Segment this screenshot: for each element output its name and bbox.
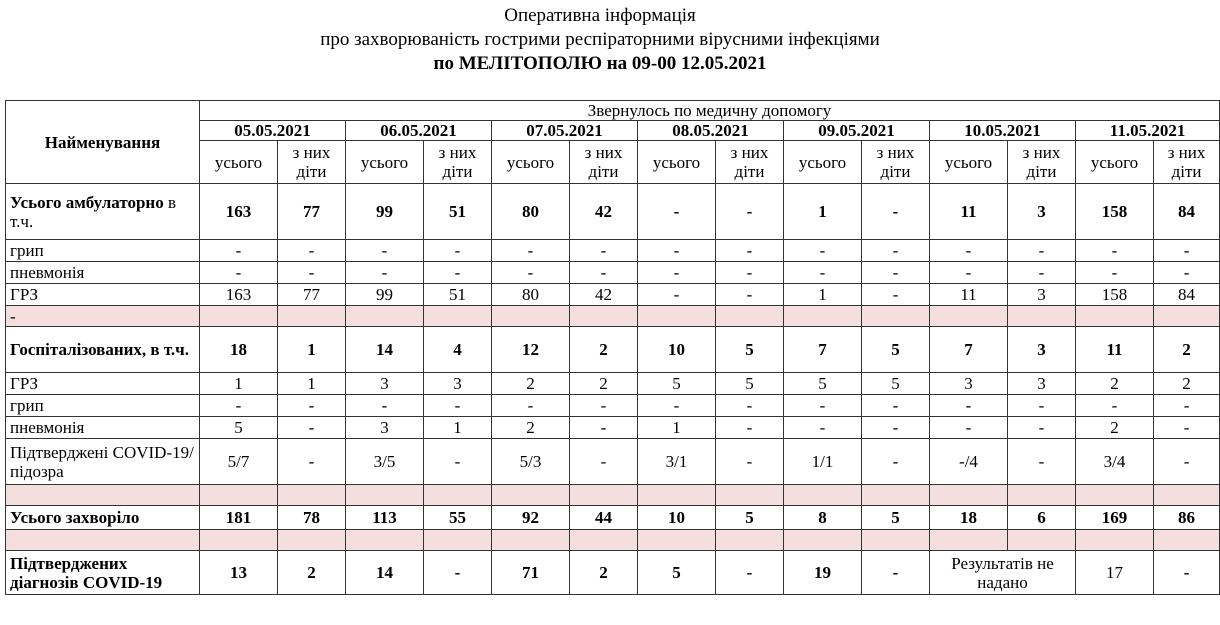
data-cell: 5 xyxy=(716,506,784,530)
spacer-row xyxy=(6,485,1220,506)
date-header: 05.05.2021 xyxy=(200,121,346,141)
spacer-cell xyxy=(1076,530,1154,551)
data-cell: 77 xyxy=(278,184,346,240)
spacer-cell xyxy=(716,530,784,551)
data-cell: 3/4 xyxy=(1076,439,1154,485)
data-cell: 1 xyxy=(784,284,862,306)
data-cell: - xyxy=(278,395,346,417)
spacer-cell xyxy=(862,306,930,327)
spacer-cell xyxy=(784,530,862,551)
data-cell: 3 xyxy=(1008,327,1076,373)
data-cell: 3 xyxy=(930,373,1008,395)
data-cell: 113 xyxy=(346,506,424,530)
data-cell: 158 xyxy=(1076,284,1154,306)
spacer-cell xyxy=(278,530,346,551)
data-cell: 14 xyxy=(346,327,424,373)
data-cell: - xyxy=(200,262,278,284)
data-cell: 18 xyxy=(200,327,278,373)
data-cell: - xyxy=(784,262,862,284)
table-row xyxy=(6,551,1220,595)
data-cell: 3 xyxy=(1008,184,1076,240)
data-cell: 13 xyxy=(200,551,278,595)
table-row xyxy=(6,240,1220,262)
spacer-cell xyxy=(1008,530,1076,551)
table-row xyxy=(6,327,1220,373)
data-cell: - xyxy=(862,417,930,439)
data-cell: 181 xyxy=(200,506,278,530)
data-cell: 1/1 xyxy=(784,439,862,485)
data-cell: - xyxy=(1076,262,1154,284)
spacer-label: - xyxy=(6,306,200,327)
data-cell: 80 xyxy=(492,184,570,240)
data-cell: - xyxy=(862,551,930,595)
data-cell: 17 xyxy=(1076,551,1154,595)
data-cell: - xyxy=(1154,240,1220,262)
data-cell: - xyxy=(200,240,278,262)
spacer-cell xyxy=(1154,530,1220,551)
data-cell: 12 xyxy=(492,327,570,373)
data-cell: - xyxy=(424,395,492,417)
table-row xyxy=(6,417,1220,439)
table-row xyxy=(6,439,1220,485)
name-column-header: Найменування xyxy=(6,101,200,184)
data-cell: - xyxy=(278,439,346,485)
row-label: Підтверджені COVID-19/підозра xyxy=(6,439,200,485)
data-cell: 3 xyxy=(346,373,424,395)
row-label: грип xyxy=(6,240,200,262)
spacer-cell xyxy=(862,530,930,551)
spacer-cell xyxy=(930,485,1008,506)
table-row xyxy=(6,284,1220,306)
data-cell: - xyxy=(1154,417,1220,439)
morbidity-table xyxy=(5,100,1220,595)
data-cell: 2 xyxy=(492,417,570,439)
data-cell: 77 xyxy=(278,284,346,306)
date-header: 09.05.2021 xyxy=(784,121,930,141)
spacer-cell xyxy=(716,485,784,506)
spacer-cell xyxy=(1076,306,1154,327)
data-cell: - xyxy=(1154,551,1220,595)
report-header xyxy=(0,4,1200,76)
data-cell: 1 xyxy=(278,373,346,395)
spacer-cell xyxy=(1154,306,1220,327)
date-header: 11.05.2021 xyxy=(1076,121,1220,141)
data-cell: 51 xyxy=(424,284,492,306)
data-cell: - xyxy=(424,240,492,262)
data-cell: 3/1 xyxy=(638,439,716,485)
data-cell: 8 xyxy=(784,506,862,530)
data-cell: - xyxy=(638,184,716,240)
data-cell: - xyxy=(570,262,638,284)
data-cell: - xyxy=(424,439,492,485)
spacer-cell xyxy=(784,485,862,506)
data-cell: 2 xyxy=(570,327,638,373)
data-cell: 2 xyxy=(570,551,638,595)
spacer-cell xyxy=(346,306,424,327)
data-cell: - xyxy=(1154,262,1220,284)
report-title-line2: про захворюваність гострими респіраторними вірусними інфекціями xyxy=(320,29,880,50)
spacer-label xyxy=(6,485,200,506)
data-cell: - xyxy=(862,262,930,284)
data-cell: - xyxy=(716,184,784,240)
data-cell: 2 xyxy=(1154,373,1220,395)
table-row xyxy=(6,506,1220,530)
data-cell: - xyxy=(716,262,784,284)
data-cell: - xyxy=(716,240,784,262)
sub-header-children: з них діти xyxy=(1154,141,1220,184)
data-cell: 1 xyxy=(200,373,278,395)
data-cell: - xyxy=(1154,395,1220,417)
data-cell: 5 xyxy=(200,417,278,439)
spacer-row xyxy=(6,530,1220,551)
data-cell: 84 xyxy=(1154,184,1220,240)
data-cell: 44 xyxy=(570,506,638,530)
spacer-cell xyxy=(278,306,346,327)
sub-header-children: з них діти xyxy=(716,141,784,184)
spacer-cell xyxy=(492,530,570,551)
data-cell: - xyxy=(638,240,716,262)
data-cell: 1 xyxy=(278,327,346,373)
data-cell: 5 xyxy=(862,506,930,530)
data-cell: 163 xyxy=(200,184,278,240)
data-cell: 10 xyxy=(638,506,716,530)
data-cell: - xyxy=(424,551,492,595)
data-cell: - xyxy=(784,240,862,262)
data-cell: - xyxy=(784,395,862,417)
spacer-cell xyxy=(424,485,492,506)
data-cell: 4 xyxy=(424,327,492,373)
row-label: пневмонія xyxy=(6,262,200,284)
data-cell: 5/7 xyxy=(200,439,278,485)
data-cell: - xyxy=(570,439,638,485)
data-cell: - xyxy=(784,417,862,439)
data-cell: 2 xyxy=(492,373,570,395)
data-cell: - xyxy=(278,262,346,284)
data-cell: 42 xyxy=(570,184,638,240)
data-cell: 5 xyxy=(716,327,784,373)
sub-header-all: усього xyxy=(346,141,424,184)
data-cell: 2 xyxy=(278,551,346,595)
data-cell: 5 xyxy=(784,373,862,395)
data-cell: 5 xyxy=(638,551,716,595)
data-cell: -/4 xyxy=(930,439,1008,485)
data-cell: 11 xyxy=(930,184,1008,240)
data-cell: 11 xyxy=(930,284,1008,306)
row-label: Госпіталізованих, в т.ч. xyxy=(6,327,200,373)
spacer-cell xyxy=(784,306,862,327)
data-cell: - xyxy=(570,240,638,262)
data-cell: 1 xyxy=(424,417,492,439)
data-cell: 71 xyxy=(492,551,570,595)
data-cell: 11 xyxy=(1076,327,1154,373)
data-cell: - xyxy=(346,240,424,262)
data-cell: 2 xyxy=(1076,417,1154,439)
spacer-cell xyxy=(638,530,716,551)
date-header: 06.05.2021 xyxy=(346,121,492,141)
data-cell: - xyxy=(1008,439,1076,485)
data-cell: - xyxy=(716,417,784,439)
report-title-line3: по МЕЛІТОПОЛЮ на 09-00 12.05.2021 xyxy=(433,53,767,74)
date-header: 08.05.2021 xyxy=(638,121,784,141)
spacer-cell xyxy=(638,306,716,327)
data-cell: - xyxy=(346,262,424,284)
data-cell: - xyxy=(930,240,1008,262)
spacer-cell xyxy=(1008,485,1076,506)
data-cell: 42 xyxy=(570,284,638,306)
data-cell: - xyxy=(570,395,638,417)
spacer-cell xyxy=(1076,485,1154,506)
data-cell: - xyxy=(1008,395,1076,417)
data-cell: 2 xyxy=(1154,327,1220,373)
spacer-cell xyxy=(424,530,492,551)
data-cell: - xyxy=(862,395,930,417)
data-cell: - xyxy=(716,395,784,417)
data-cell: 3 xyxy=(1008,284,1076,306)
data-cell: - xyxy=(1154,439,1220,485)
data-cell: 5 xyxy=(638,373,716,395)
data-cell: - xyxy=(492,395,570,417)
group-header: Звернулось по медичну допомогу xyxy=(200,101,1220,121)
report-title-line1: Оперативна інформація xyxy=(504,5,696,26)
spacer-cell xyxy=(716,306,784,327)
data-cell: 2 xyxy=(570,373,638,395)
row-label: Підтверджених діагнозів COVID-19 xyxy=(6,551,200,595)
table-row xyxy=(6,373,1220,395)
data-cell: 80 xyxy=(492,284,570,306)
spacer-cell xyxy=(346,530,424,551)
row-label: ГРЗ xyxy=(6,373,200,395)
data-cell: 14 xyxy=(346,551,424,595)
data-cell: 3 xyxy=(1008,373,1076,395)
spacer-cell xyxy=(424,306,492,327)
sub-header-all: усього xyxy=(638,141,716,184)
row-label: ГРЗ xyxy=(6,284,200,306)
spacer-cell xyxy=(638,485,716,506)
data-cell: 55 xyxy=(424,506,492,530)
spacer-cell xyxy=(200,306,278,327)
data-cell: - xyxy=(492,262,570,284)
data-cell: - xyxy=(492,240,570,262)
sub-header-children: з них діти xyxy=(570,141,638,184)
sub-header-all: усього xyxy=(930,141,1008,184)
sub-header-children: з них діти xyxy=(862,141,930,184)
data-cell: - xyxy=(1008,417,1076,439)
data-cell: 2 xyxy=(1076,373,1154,395)
data-cell: 158 xyxy=(1076,184,1154,240)
sub-header-all: усього xyxy=(200,141,278,184)
data-cell: 3/5 xyxy=(346,439,424,485)
spacer-cell xyxy=(278,485,346,506)
data-cell: - xyxy=(1008,262,1076,284)
data-cell: 1 xyxy=(638,417,716,439)
data-cell: - xyxy=(862,439,930,485)
data-cell: - xyxy=(930,395,1008,417)
data-cell: - xyxy=(278,417,346,439)
data-cell: - xyxy=(1076,395,1154,417)
data-cell: 1 xyxy=(784,184,862,240)
data-cell: - xyxy=(862,284,930,306)
data-cell: - xyxy=(278,240,346,262)
data-cell: 5 xyxy=(716,373,784,395)
spacer-cell xyxy=(570,485,638,506)
data-cell: - xyxy=(1076,240,1154,262)
spacer-cell xyxy=(200,530,278,551)
data-cell: - xyxy=(930,417,1008,439)
sub-header-all: усього xyxy=(492,141,570,184)
data-cell: 169 xyxy=(1076,506,1154,530)
data-cell: 5/3 xyxy=(492,439,570,485)
row-label: Усього захворіло xyxy=(6,506,200,530)
row-label: грип xyxy=(6,395,200,417)
data-cell: 6 xyxy=(1008,506,1076,530)
data-cell: 51 xyxy=(424,184,492,240)
data-cell: - xyxy=(638,395,716,417)
data-cell: - xyxy=(200,395,278,417)
table-row xyxy=(6,184,1220,240)
data-cell: - xyxy=(1008,240,1076,262)
data-cell: 92 xyxy=(492,506,570,530)
spacer-cell xyxy=(930,530,1008,551)
spacer-cell xyxy=(1154,485,1220,506)
data-cell: 7 xyxy=(930,327,1008,373)
data-cell: 5 xyxy=(862,327,930,373)
spacer-cell xyxy=(200,485,278,506)
data-cell: - xyxy=(716,551,784,595)
data-cell: - xyxy=(862,240,930,262)
spacer-label xyxy=(6,530,200,551)
data-cell: - xyxy=(570,417,638,439)
data-cell: - xyxy=(716,439,784,485)
data-cell: 99 xyxy=(346,284,424,306)
spacer-cell xyxy=(346,485,424,506)
sub-header-children: з них діти xyxy=(1008,141,1076,184)
spacer-cell xyxy=(570,306,638,327)
data-cell: 86 xyxy=(1154,506,1220,530)
data-cell: - xyxy=(424,262,492,284)
date-header: 10.05.2021 xyxy=(930,121,1076,141)
spacer-cell xyxy=(1008,306,1076,327)
data-cell: - xyxy=(346,395,424,417)
spacer-cell xyxy=(930,306,1008,327)
data-cell: - xyxy=(638,262,716,284)
data-cell: 163 xyxy=(200,284,278,306)
sub-header-all: усього xyxy=(1076,141,1154,184)
data-cell: 7 xyxy=(784,327,862,373)
data-cell: - xyxy=(930,262,1008,284)
sub-header-children: з них діти xyxy=(424,141,492,184)
spacer-cell xyxy=(862,485,930,506)
date-header: 07.05.2021 xyxy=(492,121,638,141)
row-label: пневмонія xyxy=(6,417,200,439)
no-results-cell: Результатів не надано xyxy=(930,551,1076,595)
table-row xyxy=(6,395,1220,417)
data-cell: - xyxy=(862,184,930,240)
data-cell: 19 xyxy=(784,551,862,595)
table-row xyxy=(6,262,1220,284)
sub-header-children: з них діти xyxy=(278,141,346,184)
spacer-cell xyxy=(570,530,638,551)
data-cell: 78 xyxy=(278,506,346,530)
data-cell: 3 xyxy=(346,417,424,439)
spacer-cell xyxy=(492,306,570,327)
row-label: Усього амбулаторно в т.ч. xyxy=(6,184,200,240)
data-cell: 99 xyxy=(346,184,424,240)
spacer-row xyxy=(6,306,1220,327)
data-cell: 84 xyxy=(1154,284,1220,306)
data-cell: - xyxy=(638,284,716,306)
sub-header-all: усього xyxy=(784,141,862,184)
data-cell: 10 xyxy=(638,327,716,373)
spacer-cell xyxy=(492,485,570,506)
data-cell: 5 xyxy=(862,373,930,395)
data-cell: - xyxy=(716,284,784,306)
data-cell: 18 xyxy=(930,506,1008,530)
data-cell: 3 xyxy=(424,373,492,395)
